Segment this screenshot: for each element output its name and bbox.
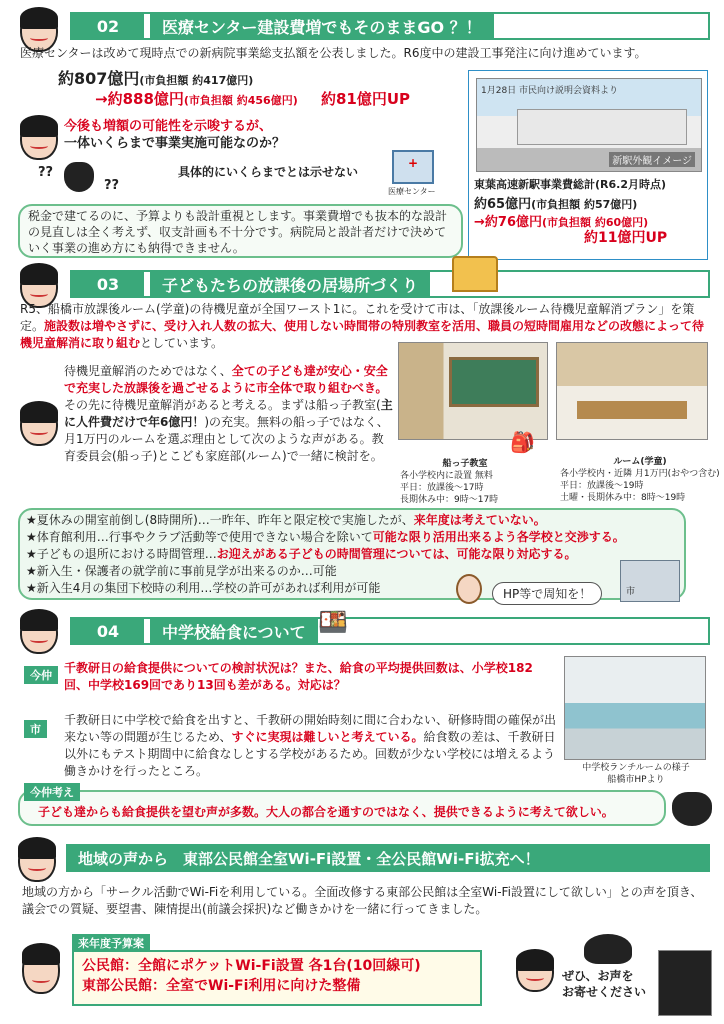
cost-before: 約807億円(市負担額 約417億円) [58,69,254,88]
room-intro: R5、船橋市放課後ルーム(学童)の待機児童が全国ワースト1に。これを受けて市は、「放課後ルーム待機児童解消プラン」を策定。施設数は増やさずに、受け入れ人数の拡大、使用しない時間帯の特別教室を活用、職員の短時間雇用などの改態によって待機児童解消に取り組むとしています。 [20,302,705,350]
station-cost-after: →約76億円(市負担額 約60億円) [474,215,649,230]
confused-marks: ?? [38,165,54,180]
response-item-5: ★新入生4月の集団下校時の利用…学校の許可があれば利用が可能 [26,581,381,595]
station-increase: 約11億円UP [584,230,668,246]
girl-illustration [456,574,482,604]
photo1-caption: 船っ子教室 各小学校内に設置 無料 平日：放課後～17時 長期休み中：9時～17時 [400,459,499,505]
cat-icon [64,162,94,192]
section-05-header [66,844,710,872]
photo2-caption: ルーム(学童) 各小学校内・近隣 月1万円(おやつ含む) 平日：放課後～19時 土曜・長期休み中：8時～19時 [560,457,720,503]
lunchroom-caption: 中学校ランチルームの様子 船橋市HPより [582,763,690,785]
hospital-label: 医療センター [388,187,436,196]
opinion-tag: 今仲考え [24,783,80,801]
cat-photo [658,950,712,1016]
hospital-icon: + [392,150,434,184]
question-line1: 今後も増額の可能性を示唆するが、 [64,119,273,134]
wifi-body: 地域の方から「サークル活動でWi-Fiを利用している。全面改修する東部公民館は全室Wi-Fi設置にして欲しい」との声を頂き、議会での質疑、要望書、陳情提出(前議会採択)など働きかけを一緒に行ってきました。 [22,885,703,916]
intro-text: 医療センターは改めて現時点での新病院事業総支払額を公表しました。R6度中の建設工事発注に向け進めています。 [20,46,647,60]
budget-tag: 来年度予算案 [72,934,150,952]
cost-after: →約888億円(市負担額 約456億円) 約81億円UP [95,90,411,108]
station-image: 1月28日 市民向け説明会資料より 新駅外観イメージ [476,78,702,172]
budget-item-1: 公民館：全館にポケットWi-Fi設置 各1台(10回線可) [82,958,421,974]
author-avatar [22,944,60,994]
section-number: 04 [72,619,144,643]
lunch-question: 千教研日の給食提供についての検討状況は？また、給食の平均提供回数は、小学校182回、中学校169回であり13回も差がある。対応は？ [64,661,533,692]
section-title: 子どもたちの放課後の居場所づくり [150,272,430,296]
call-to-action-2: お寄せください [562,985,647,999]
children-illustration: 🎒 [510,430,535,454]
questioner-tag: 今仲 [24,666,58,684]
lunchroom-photo [564,656,706,760]
response-item-3: ★子どもの退所における時間管理…お迎えがある子どもの時間管理については、可能な限り対応する。 [26,547,577,561]
author-avatar [20,610,58,654]
city-tag: 市 [24,720,47,738]
cat-icon [584,934,632,964]
section-02-header [70,12,710,40]
answer-text: 具体的にいくらまでとは示せない [178,165,359,179]
school-icon [452,256,498,292]
question-line2: 一体いくらまで事業実施可能なのか？ [64,136,286,151]
questioner-avatar [20,116,58,160]
call-to-action-1: ぜひ、お声を [562,969,634,983]
budget-item-2: 東部公民館：全室でWi-Fi利用に向けた整備 [82,978,361,994]
section-number: 03 [72,272,144,296]
section-03-header [70,270,710,298]
station-cost-before: 約65億円(市負担額 約57億円) [474,197,638,212]
opinion-text: 子ども達からも給食提供を望む声が多数。大人の都合を通すのではなく、提供できるように考えて欲しい。 [38,805,614,819]
lunch-illustration: 🍱 [318,608,348,636]
comment-text: 税金で建てるのに、予算よりも設計重視とします。事業費増でも抜本的な設計の見直しは全く考えず、収支計画も不十分です。病院局と設計者だけで決めていく事業の進め方にも納得できません。 [28,209,448,255]
section-title: 医療センター建設費増でもそのままGO ？！ [150,14,494,38]
section-title: 中学校給食について [150,619,318,643]
cat-icon [672,792,712,826]
opinion-text: 待機児童解消のためではなく、全ての子ども達が安心・安全で充実した放課後を過ごせるように市全体で取り組むべき。その先に待機児童解消があると考える。まずは船っ子教室(主に人件費だけで年6億円！)の充実。無料の船っ子ではなく、月1万円のルームを選ぶ理由として次のような声がある。教育委員会(船っ子)とこども家庭部(ルーム)で一緒に検討を。 [64,364,393,463]
confused-marks-2: ?? [104,178,120,193]
section-04-header [70,617,710,645]
section-number: 02 [72,14,144,38]
author-avatar [18,838,56,882]
station-title: 東葉高速新駅事業費総計(R6.2月時点) [474,178,667,191]
notice-bubble: HP等で周知を！ [492,582,602,605]
city-label: 市 [626,587,636,597]
response-item-2: ★体育館利用…行事やクラブ活動等で使用できない場合を除いて可能な限り活用出来るよう各学校と交渉する。 [26,530,625,544]
response-item-1: ★夏休みの開室前倒し(8時開所)…一昨年、昨年と限定校で実施したが、来年度は考えていない。 [26,513,546,527]
lunch-answer: 千教研日に中学校で給食を出すと、千教研の開始時刻に間に合わない、研修時間の確保が出来ない等の問題が生じるため、すぐに実現は難しいと考えている。給食数の差は、千教研日以外にもテスト期間中に給食なしとする学校があるため。回数が少ない学校には増えるよう働きかけを行ったところ。 [64,713,557,778]
author-avatar [516,950,554,992]
response-item-4: ★新入生・保護者の就学前に事前見学が出来るのか…可能 [26,564,337,578]
section-title: 地域の声から 東部公民館全室Wi-Fi設置・全公民館Wi-Fi拡充へ！ [78,849,540,868]
author-avatar [20,402,58,446]
